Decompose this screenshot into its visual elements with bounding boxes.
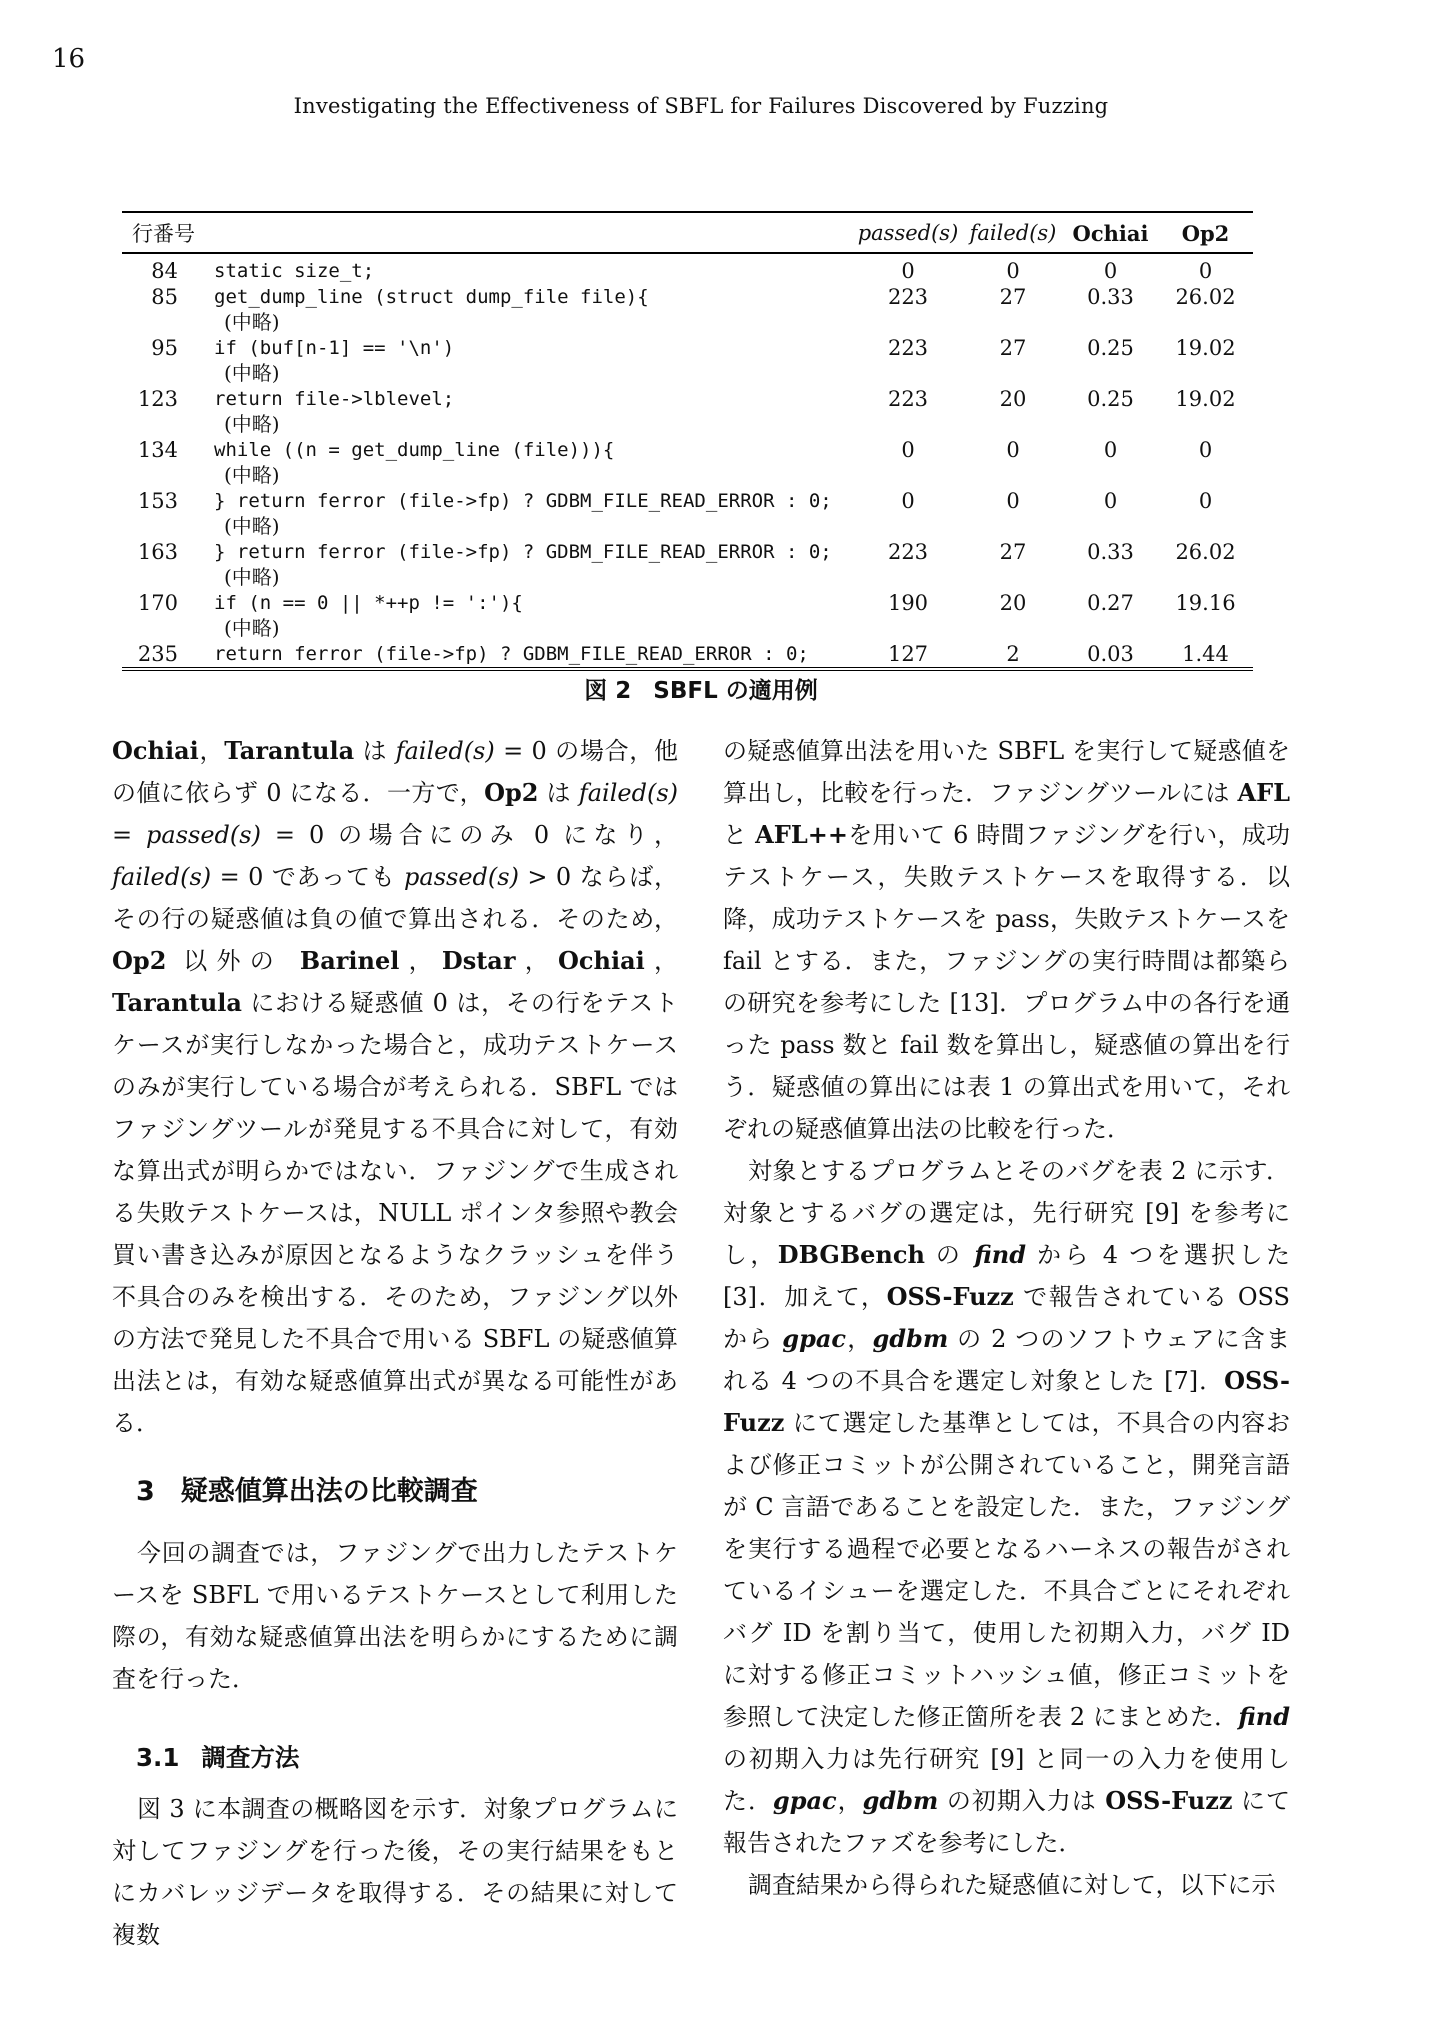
figure-caption-label: 図 2 bbox=[584, 678, 632, 704]
code-cell: get_dump_line (struct dump_file file){ bbox=[214, 285, 649, 308]
code-cell: } return ferror (file->fp) ? GDBM_FILE_READ_ERROR : 0; bbox=[214, 489, 832, 512]
body-paragraph: 今回の調査では，ファジングで出力したテストケースを SBFL で用いるテストケースとして利用した際の，有効な疑惑値算出法を明らかにするために調査を行った． bbox=[112, 1539, 678, 1693]
code-cell: return ferror (file->fp) ? GDBM_FILE_READ_ERROR : 0; bbox=[214, 642, 809, 665]
col-header-op2: Op2 bbox=[1158, 212, 1253, 253]
body-paragraph: の疑惑値算出法を用いた SBFL を実行して疑惑値を算出し，比較を行った．ファジングツールには AFL と AFL++を用いて 6 時間ファジングを行い，成功テストケース，失敗テストケースを取得する．以降，成功テストケースを pass，失敗テストケースを fail とする．また，ファジングの実行時間は都築らの研究を参考にした [13]．プログラム中の各行を通った pass 数と fail 数を算出し，疑惑値の算出を行う．疑惑値の算出には表 1 の算出式を用いて，それぞれの疑惑値算出法の比較を行った． bbox=[723, 737, 1290, 1143]
passed-cell: 127 bbox=[887, 641, 929, 666]
table-row bbox=[122, 489, 1253, 515]
omission-cell: (中略) bbox=[224, 361, 280, 385]
omission-row bbox=[122, 361, 1253, 387]
line-number-cell: 84 bbox=[151, 259, 178, 283]
op2-cell bbox=[1158, 514, 1253, 540]
col-header-ochiai: Ochiai bbox=[1063, 212, 1158, 253]
line-number-cell bbox=[122, 616, 178, 642]
passed-cell: 223 bbox=[887, 284, 929, 309]
line-number-cell: 134 bbox=[137, 437, 178, 462]
omission-cell: (中略) bbox=[224, 565, 280, 589]
omission-row bbox=[122, 616, 1253, 642]
code-cell: } return ferror (file->fp) ? GDBM_FILE_READ_ERROR : 0; bbox=[214, 540, 832, 563]
body-paragraph: Ochiai，Tarantula は failed(s) = 0 の場合，他の値に依らず 0 になる．一方で，Op2 は failed(s) = passed(s) = 0 の場合にのみ 0 になり，failed(s) = 0 であっても passed(s) > 0 ならば，その行の疑惑値は負の値で算出される．そのため，Op2 以外の Barinel，Dstar，Ochiai，Tarantula における疑惑値 0 は，その行をテストケースが実行しなかった場合と，成功テストケースのみが実行している場合が考えられる．SBFL ではファジングツールが発見する不具合に対して，有効な算出式が明らかではない．ファジングで生成される失敗テストケースは，NULL ポインタ参照や教会買い書き込みが原因となるようなクラッシュを伴う不具合のみを検出する．そのため，ファジング以外の方法で発見した不具合で用いる SBFL の疑惑値算出法とは，有効な疑惑値算出式が異なる可能性がある． bbox=[112, 736, 679, 1437]
ochiai-cell: 0.25 bbox=[1087, 386, 1134, 411]
failed-cell bbox=[963, 616, 1063, 642]
section-number: 3 bbox=[136, 1476, 155, 1507]
code-cell: static size_t; bbox=[214, 260, 375, 282]
omission-cell: (中略) bbox=[224, 412, 280, 436]
passed-cell: 0 bbox=[901, 437, 915, 462]
line-number-cell: 123 bbox=[137, 386, 178, 411]
ochiai-cell: 0.27 bbox=[1087, 590, 1134, 615]
table-header bbox=[122, 212, 1253, 253]
omission-row bbox=[122, 310, 1253, 336]
ochiai-cell bbox=[1063, 412, 1158, 438]
omission-row bbox=[122, 463, 1253, 489]
failed-cell bbox=[963, 463, 1063, 489]
failed-cell bbox=[963, 565, 1063, 591]
failed-cell: 0 bbox=[1006, 437, 1020, 462]
ochiai-cell: 0.25 bbox=[1087, 335, 1134, 360]
failed-cell: 27 bbox=[999, 539, 1027, 564]
line-number-cell bbox=[122, 463, 178, 489]
ochiai-cell: 0.33 bbox=[1087, 539, 1134, 564]
ochiai-cell bbox=[1063, 616, 1158, 642]
ochiai-cell bbox=[1063, 463, 1158, 489]
table-body bbox=[122, 253, 1253, 669]
failed-cell: 0 bbox=[1006, 259, 1020, 283]
failed-cell: 20 bbox=[999, 386, 1027, 411]
op2-cell: 26.02 bbox=[1175, 539, 1236, 564]
passed-cell bbox=[853, 310, 963, 336]
op2-cell: 19.16 bbox=[1175, 590, 1236, 615]
line-number-cell: 235 bbox=[137, 641, 178, 666]
passed-cell bbox=[853, 616, 963, 642]
omission-cell: (中略) bbox=[224, 616, 280, 640]
op2-cell bbox=[1158, 616, 1253, 642]
body-paragraph: 対象とするプログラムとそのバグを表 2 に示す．対象とするバグの選定は，先行研究 [9] を参考にし，DBGBench の find から 4 つを選択した [3]．加えて，OSS-Fuzz で報告されている OSS から gpac，gdbm の 2 つのソフトウェアに含まれる 4 つの不具合を選定し対象とした [7]．OSS-Fuzz にて選定した基準としては，不具合の内容および修正コミットが公開されていること，開発言語が C 言語であることを設定した．また，ファジングを実行する過程で必要となるハーネスの報告がされているイシューを選定した．不具合ごとにそれぞれバグ ID を割り当て，使用した初期入力，バグ ID に対する修正コミットハッシュ値，修正コミットを参照して決定した修正箇所を表 2 にまとめた．find の初期入力は先行研究 [9] と同一の入力を使用した．gpac，gdbm の初期入力は OSS-Fuzz にて報告されたファズを参考にした． bbox=[723, 1157, 1291, 1857]
passed-cell: 223 bbox=[887, 539, 929, 564]
op2-cell: 19.02 bbox=[1175, 335, 1236, 360]
omission-cell: (中略) bbox=[224, 310, 280, 334]
op2-cell bbox=[1158, 412, 1253, 438]
line-number-cell: 163 bbox=[137, 539, 178, 564]
line-number-cell: 85 bbox=[151, 284, 178, 309]
ochiai-cell: 0.03 bbox=[1087, 641, 1134, 666]
sbfl-example-table bbox=[122, 211, 1253, 671]
failed-cell bbox=[963, 361, 1063, 387]
figure-caption-title: SBFL の適用例 bbox=[653, 678, 818, 704]
code-cell: while ((n = get_dump_line (file))){ bbox=[214, 438, 615, 461]
failed-cell: 27 bbox=[999, 335, 1027, 360]
table-row bbox=[122, 387, 1253, 413]
table-row bbox=[122, 285, 1253, 311]
ochiai-cell: 0 bbox=[1103, 259, 1118, 283]
failed-cell: 27 bbox=[999, 284, 1027, 309]
omission-row bbox=[122, 412, 1253, 438]
table-row bbox=[122, 591, 1253, 617]
op2-cell: 1.44 bbox=[1182, 641, 1229, 666]
figure-caption bbox=[112, 672, 1290, 705]
line-number-cell bbox=[122, 514, 178, 540]
failed-cell bbox=[963, 310, 1063, 336]
ochiai-cell bbox=[1063, 310, 1158, 336]
line-number-cell bbox=[122, 361, 178, 387]
section-heading bbox=[112, 1474, 678, 1510]
failed-cell: 0 bbox=[1006, 488, 1020, 513]
line-number-cell bbox=[122, 412, 178, 438]
code-cell: return file->lblevel; bbox=[214, 387, 455, 410]
passed-cell bbox=[853, 361, 963, 387]
passed-cell: 223 bbox=[887, 386, 929, 411]
table-row bbox=[122, 336, 1253, 362]
line-number-cell: 153 bbox=[137, 488, 178, 513]
body-paragraph: 調査結果から得られた疑惑値に対して，以下に示 bbox=[748, 1871, 1276, 1899]
left-column bbox=[112, 730, 678, 1956]
table-row bbox=[122, 253, 1253, 285]
failed-cell: 20 bbox=[999, 590, 1027, 615]
line-number-cell: 170 bbox=[137, 590, 178, 615]
passed-cell: 0 bbox=[901, 259, 915, 283]
line-number-cell bbox=[122, 310, 178, 336]
running-head: Investigating the Effectiveness of SBFL for Failures Discovered by Fuzzing bbox=[293, 94, 1109, 118]
op2-cell: 0 bbox=[1198, 259, 1213, 283]
code-cell: if (buf[n-1] == '\n') bbox=[214, 336, 455, 359]
op2-cell: 26.02 bbox=[1175, 284, 1236, 309]
passed-cell: 223 bbox=[887, 335, 929, 360]
code-cell: if (n == 0 || *++p != ':'){ bbox=[214, 591, 523, 614]
failed-cell: 2 bbox=[1006, 641, 1020, 666]
passed-cell bbox=[853, 463, 963, 489]
right-column bbox=[723, 730, 1290, 1906]
op2-cell bbox=[1158, 310, 1253, 336]
omission-row bbox=[122, 565, 1253, 591]
omission-cell: (中略) bbox=[224, 463, 280, 487]
op2-cell: 0 bbox=[1198, 488, 1213, 513]
failed-cell bbox=[963, 514, 1063, 540]
op2-cell: 0 bbox=[1198, 437, 1213, 462]
subsection-heading bbox=[112, 1742, 678, 1774]
table-row bbox=[122, 540, 1253, 566]
op2-cell: 19.02 bbox=[1175, 386, 1236, 411]
passed-cell: 0 bbox=[901, 488, 915, 513]
ochiai-cell: 0 bbox=[1103, 488, 1118, 513]
body-paragraph: 図 3 に本調査の概略図を示す．対象プログラムに対してファジングを行った後，その実行結果をもとにカバレッジデータを取得する．その結果に対して複数 bbox=[112, 1795, 678, 1949]
failed-cell bbox=[963, 412, 1063, 438]
col-header-failed: failed(s) bbox=[963, 212, 1063, 253]
line-number-cell bbox=[122, 565, 178, 591]
omission-row bbox=[122, 514, 1253, 540]
passed-cell bbox=[853, 514, 963, 540]
op2-cell bbox=[1158, 361, 1253, 387]
ochiai-cell bbox=[1063, 361, 1158, 387]
table-row bbox=[122, 438, 1253, 464]
ochiai-cell: 0.33 bbox=[1087, 284, 1134, 309]
passed-cell: 190 bbox=[887, 590, 929, 615]
op2-cell bbox=[1158, 565, 1253, 591]
table-row bbox=[122, 642, 1253, 670]
subsection-number: 3.1 bbox=[136, 1743, 180, 1772]
col-header-line-number: 行番号 bbox=[122, 212, 853, 253]
ochiai-cell bbox=[1063, 565, 1158, 591]
line-number-cell: 95 bbox=[151, 335, 178, 360]
op2-cell bbox=[1158, 463, 1253, 489]
section-title: 疑惑値算出法の比較調査 bbox=[180, 1476, 478, 1507]
col-header-passed: passed(s) bbox=[853, 212, 963, 253]
page-number: 16 bbox=[52, 44, 86, 74]
ochiai-cell: 0 bbox=[1103, 437, 1118, 462]
passed-cell bbox=[853, 412, 963, 438]
subsection-title: 調査方法 bbox=[201, 1743, 300, 1772]
ochiai-cell bbox=[1063, 514, 1158, 540]
table-header-row bbox=[122, 212, 1253, 253]
omission-cell: (中略) bbox=[224, 514, 280, 538]
passed-cell bbox=[853, 565, 963, 591]
